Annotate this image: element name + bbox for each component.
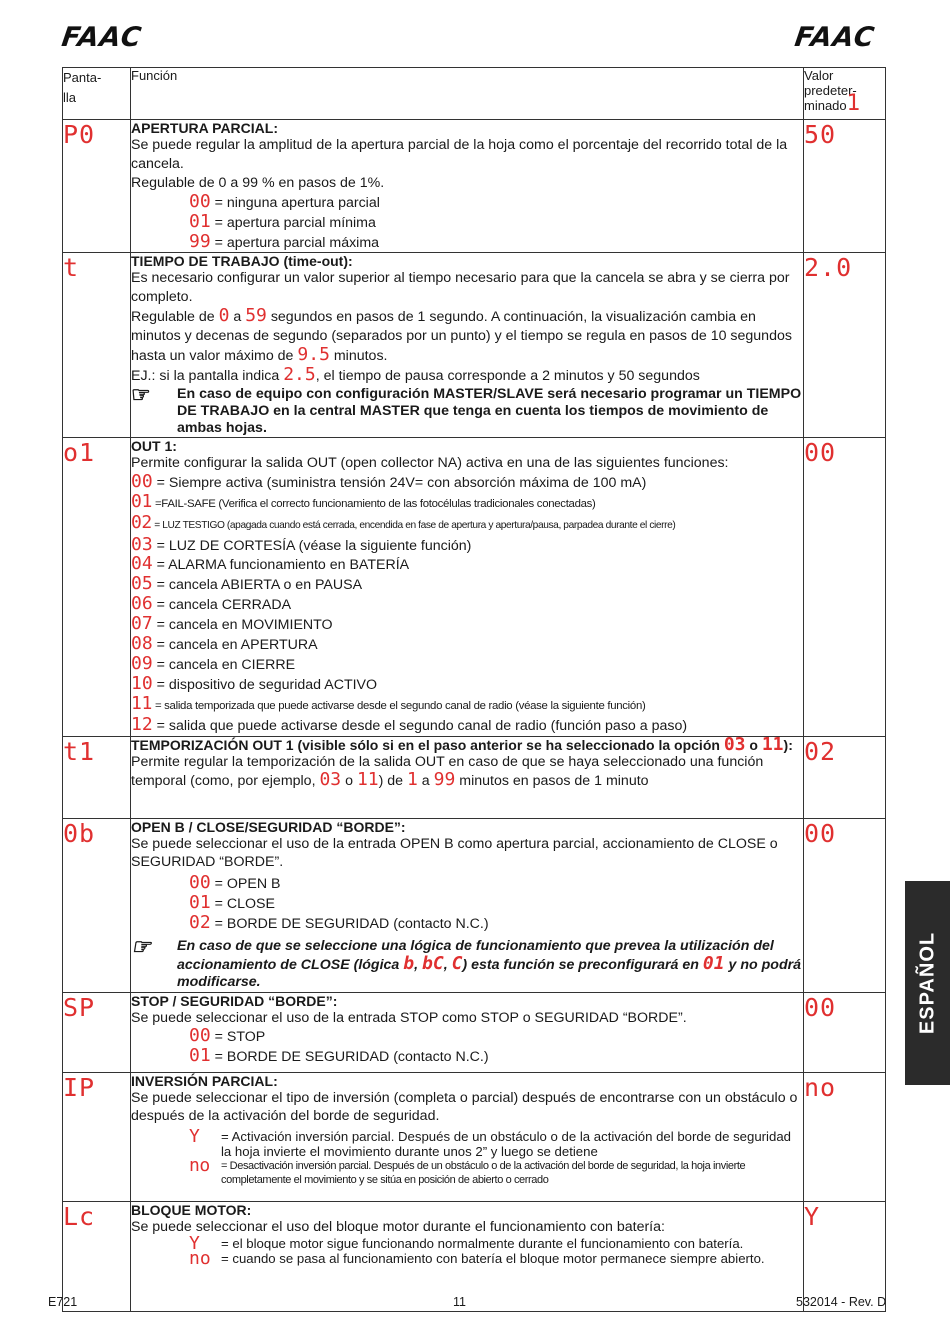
faac-logo-right: FAAC <box>792 22 877 53</box>
function-title: TEMPORIZACIÓN OUT 1 (visible sólo si en el paso anterior se ha seleccionado la opción 03 o 11): <box>131 733 793 755</box>
note: ☞ En caso de equipo con configuración MASTER/SLAVE será necesario programar un TIEMPO DE TRABAJO en la central MASTER que tenga en cuenta los tiempos de movimiento de ambas hojas. <box>131 381 802 436</box>
default-value: 2.0 <box>804 253 886 437</box>
display-code: Lc <box>63 1201 131 1311</box>
row-lc <box>63 1201 886 1311</box>
function-title: OUT 1: <box>131 437 177 454</box>
list-item: 10 = dispositivo de seguridad ACTIVO <box>131 672 378 694</box>
function-range: Regulable de 0 a 59 segundos en pasos de 1 segundo. A continuación, la visualización cambia en minutos y decenas de segundo (separados por un punto) y el tiempo se regula en pasos de 10 segundos hasta un valor máximo de 9.5 minutos. <box>131 305 792 366</box>
list-item: 08 = cancela en APERTURA <box>131 633 318 655</box>
function-title: STOP / SEGURIDAD “BORDE”: <box>131 992 338 1009</box>
default-value: no <box>804 1072 886 1201</box>
function-cell <box>131 733 804 818</box>
list-item: 09 = cancela en CIERRE <box>131 652 296 674</box>
row-ip <box>63 1072 886 1201</box>
function-title: TIEMPO DE TRABAJO (time-out): <box>131 253 353 270</box>
function-cell: INVERSIÓN PARCIAL: Se puede seleccionar el tipo de inversión (completa o parcial) después de encontrarse con un obstáculo o después de la activación del borde de seguridad. Y = Activación inversión parcial. Después de un obstáculo o de la activación del borde de seguridad la hoja invierte el movimiento durante unos 2” y luego se detiene no = Desactivación inversión parcial. Después de un obstáculo o de la activación del borde de seguridad, la hoja invierte completamente el movimiento y se sitúa en posición de abierto o cerrado <box>131 1072 804 1201</box>
function-title: BLOQUE MOTOR: <box>131 1201 252 1218</box>
display-code: IP <box>63 1072 131 1201</box>
footer-model: E721 <box>48 1295 78 1309</box>
default-value: 50 <box>804 120 886 253</box>
function-desc: Es necesario configurar un valor superior al tiempo necesario para que la cancela se abra y se cierra por completo. <box>131 270 790 306</box>
function-cell <box>131 253 804 437</box>
option-code: 01 <box>189 1045 211 1067</box>
list-item: 01 =FAIL-SAFE (Verifica el correcto funcionamiento de las fotocélulas tradicionales conectadas) <box>131 490 596 512</box>
option-code: no <box>189 1155 210 1177</box>
display-code: P0 <box>63 120 131 253</box>
function-cell <box>131 437 804 736</box>
footer-revision: 532014 - Rev. D <box>796 1295 887 1309</box>
default-value: Y <box>804 1201 886 1311</box>
row-p0 <box>63 120 886 253</box>
function-title: INVERSIÓN PARCIAL: <box>131 1072 278 1089</box>
option-code: 99 <box>189 230 211 252</box>
row-sp <box>63 992 886 1072</box>
function-desc: Se puede seleccionar el uso de la entrada STOP como STOP o SEGURIDAD “BORDE”. <box>131 1009 687 1026</box>
list-item: 03 = LUZ DE CORTESÍA (véase la siguiente función) <box>131 533 472 555</box>
footer-page-number: 11 <box>453 1295 466 1309</box>
option-code: 00 <box>189 190 211 212</box>
display-code: o1 <box>63 437 131 736</box>
display-code: t <box>63 253 131 437</box>
list-item: 04 = ALARMA funcionamiento en BATERÍA <box>131 553 410 575</box>
function-cell: APERTURA PARCIAL: Se puede regular la amplitud de la apertura parcial de la hoja como el porcentaje del recorrido total de la cancela. Regulable de 0 a 99 % en pasos de 1%. 00 = ninguna apertura parcial 01 = apertura parcial mínima 99 = apertura parcial máxima <box>131 120 804 253</box>
display-code: SP <box>63 992 131 1072</box>
default-value: 02 <box>804 736 886 818</box>
header-function: Función <box>131 68 804 120</box>
function-desc: Se puede seleccionar el tipo de inversión (completa o parcial) después de encontrarse con un obstáculo o después de la activación del borde de seguridad. <box>131 1089 798 1125</box>
list-item: 00 = Siempre activa (suministra tensión 24V= con absorción máxima de 100 mA) <box>131 470 647 492</box>
function-example: EJ.: si la pantalla indica 2.5, el tiempo de pausa corresponde a 2 minutos y 50 segundos <box>131 363 700 385</box>
option-code: 00 <box>189 1025 211 1047</box>
pointing-hand-icon: ☞ <box>131 934 151 960</box>
faac-logo-left: FAAC <box>59 22 144 53</box>
display-code: t1 <box>63 736 131 818</box>
option-code: Y <box>189 1233 200 1255</box>
function-cell: OPEN B / CLOSE/SEGURIDAD “BORDE”: Se puede seleccionar el uso de la entrada OPEN B como apertura parcial, accionamiento de CLOSE o SEGURIDAD “BORDE”. 00 = OPEN B 01 = CLOSE 02 = BORDE DE SEGURIDAD (contacto N.C.) ☞ En caso de que se seleccione una lógica de funcionamiento que prevea la utilización del accionamiento de CLOSE (lógica b, bC, C) esta función se preconfigurará en 01 y no podrá modificarse. <box>131 818 804 992</box>
note: ☞ En caso de que se seleccione una lógica de funcionamiento que prevea la utilización del accionamiento de CLOSE (lógica b, bC, C) esta función se preconfigurará en 01 y no podrá modificarse. <box>131 934 802 991</box>
list-item: 06 = cancela CERRADA <box>131 593 292 615</box>
list-item: 11 = salida temporizada que puede activarse desde el segundo canal de radio (véase la siguiente función) <box>131 692 646 714</box>
function-desc: Permite configurar la salida OUT (open collector NA) activa en una de las siguientes funciones: <box>131 454 729 471</box>
function-desc: Se puede seleccionar el uso del bloque motor durante el funcionamiento con batería: <box>131 1218 665 1235</box>
function-desc: Se puede seleccionar el uso de la entrada OPEN B como apertura parcial, accionamiento de CLOSE o SEGURIDAD “BORDE”. <box>131 835 778 871</box>
function-range: Regulable de 0 a 99 % en pasos de 1%. <box>131 174 385 191</box>
row-ob <box>63 818 886 992</box>
language-tab: ESPAÑOL <box>905 881 950 1085</box>
function-desc: Se puede regular la amplitud de la apertura parcial de la hoja como el porcentaje del recorrido total de la cancela. <box>131 137 788 172</box>
option-code: 01 <box>189 892 211 914</box>
row-t <box>63 253 886 437</box>
list-item: 07 = cancela en MOVIMIENTO <box>131 613 333 635</box>
list-item: 05 = cancela ABIERTA o en PAUSA <box>131 573 363 595</box>
default-value: 00 <box>804 992 886 1072</box>
list-item: 02 = LUZ TESTIGO (apagada cuando está cerrada, encendida en fase de apertura y apertura/pausa, parpadea durante el cierre) <box>131 511 676 533</box>
function-title: OPEN B / CLOSE/SEGURIDAD “BORDE”: <box>131 818 406 835</box>
option-code: 02 <box>189 912 211 934</box>
header-default: Valor predeter- minado1 <box>804 68 886 120</box>
row-o1 <box>63 437 886 736</box>
function-title: APERTURA PARCIAL: <box>131 120 278 136</box>
option-code: 01 <box>189 210 211 232</box>
function-cell: BLOQUE MOTOR: Se puede seleccionar el uso del bloque motor durante el funcionamiento con batería: Y = el bloque motor sigue funcionando normalmente durante el funcionamiento con batería. no = cuando se pasa al funcionamiento con batería el bloque motor permanece siempre abierto. <box>131 1201 804 1311</box>
option-code: no <box>189 1248 211 1270</box>
list-item: 12 = salida que puede activarse desde el segundo canal de radio (función paso a paso) <box>131 713 688 735</box>
option-code: 00 <box>189 872 211 894</box>
pointing-hand-icon: ☞ <box>131 381 151 407</box>
default-value: 00 <box>804 437 886 736</box>
function-cell: STOP / SEGURIDAD “BORDE”: Se puede seleccionar el uso de la entrada STOP como STOP o SEGURIDAD “BORDE”. 00 = STOP 01 = BORDE DE SEGURIDAD (contacto N.C.) <box>131 992 804 1072</box>
display-code: 0b <box>63 818 131 992</box>
header-display: Panta- lla <box>63 68 131 120</box>
table-header <box>63 68 886 120</box>
row-t1 <box>63 736 886 818</box>
function-desc: Permite regular la temporización de la salida OUT en caso de que se haya seleccionado una función temporal (como, por ejemplo, 03 o 11) de 1 a 99 minutos en pasos de 1 minuto <box>131 753 764 791</box>
default-value: 00 <box>804 818 886 992</box>
option-code: Y <box>189 1126 200 1148</box>
function-table <box>62 67 886 1312</box>
